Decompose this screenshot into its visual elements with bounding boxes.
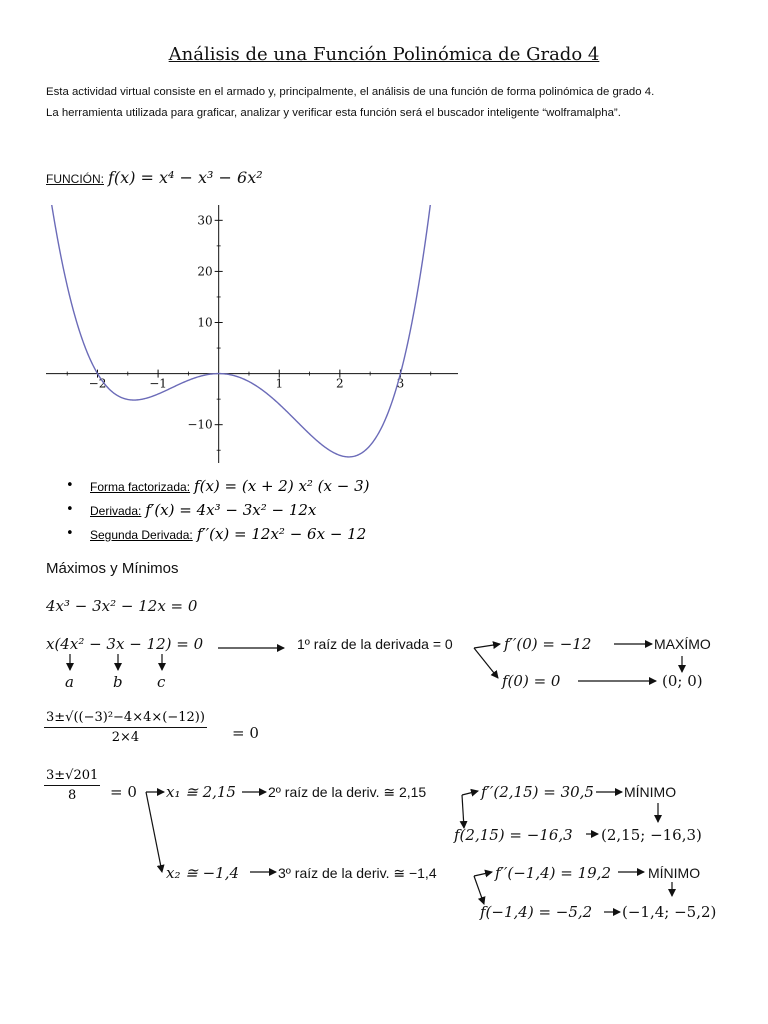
arrow-to-root2-second [462,791,478,795]
root3-point: (−1,4; −5,2) [622,903,717,921]
root1-point: (0; 0) [662,672,703,690]
arrow-to-root2-value [462,795,464,828]
root-x1: x₁ ≅ 2,15 [166,783,236,801]
root2-text: 2º raíz de la deriv. ≅ 2,15 [268,784,427,800]
second-derivative-expression: f′′(x) = 12x² − 6x − 12 [196,525,367,543]
y-tick-label: 20 [197,264,213,279]
x-tick-label: −2 [88,376,107,391]
function-label: FUNCIÓN: [46,172,104,186]
coefficient-a: a [65,673,74,691]
intro-line-2: La herramienta utilizada para graficar, analizar y verificar esta función será el buscador inteligente “wolframalpha”. [46,107,621,119]
arrow-to-root3-value [474,876,484,904]
arrow-to-x2 [146,792,162,872]
coefficient-b: b [113,673,123,691]
quadratic-denominator: 2×4 [111,730,140,745]
root1-type: MAXÍMO [654,636,711,652]
x-tick-label: 3 [396,376,405,391]
function-expression: f(x) = x⁴ − x³ − 6x² [108,168,263,187]
root2-second-derivative: f′′(2,15) = 30,5 [481,783,594,801]
root1-value: f(0) = 0 [502,672,561,690]
derivative-expression: f′(x) = 4x³ − 3x² − 12x [145,501,317,519]
quadratic-equals: = 0 [232,724,259,742]
root3-value: f(−1,4) = −5,2 [480,903,593,921]
simplified-numerator: 3±√201 [44,768,100,786]
coefficient-c: c [157,673,166,691]
intro-line-1: Esta actividad virtual consiste en el armado y, principalmente, el análisis de una función de forma polinómica de grado 4. [46,86,655,98]
quadratic-numerator: 3±√((−3)²−4×4×(−12)) [44,710,207,728]
derivative-label: Derivada: [90,504,142,518]
arrow-to-root3-second [474,872,492,876]
section-heading: Máximos y Mínimos [46,560,179,577]
root3-type: MÍNIMO [648,865,701,881]
root-x2: x₂ ≅ −1,4 [166,864,240,882]
simplified-denominator: 8 [67,788,77,803]
factorized-expression: f(x) = (x + 2) x² (x − 3) [194,477,370,495]
root1-second-derivative: f′′(0) = −12 [504,635,592,653]
arrow-to-root1-second [474,644,500,648]
root2-point: (2,15; −16,3) [601,826,702,844]
simplified-formula [44,768,100,803]
x-tick-label: 1 [275,376,284,391]
page-title: Análisis de una Función Polinómica de Grado 4 [168,44,600,65]
arrow-to-root1-value [474,648,498,678]
root1-text: 1º raíz de la derivada = 0 [297,636,453,652]
equation-factored: x(4x² − 3x − 12) = 0 [46,635,204,653]
root2-value: f(2,15) = −16,3 [454,826,573,844]
y-tick-label: 10 [197,315,213,330]
factorized-label: Forma factorizada: [90,480,191,494]
root3-text: 3º raíz de la deriv. ≅ −1,4 [278,865,437,881]
quadratic-formula [44,710,207,745]
y-tick-label: 30 [197,213,213,228]
x-tick-label: −1 [149,376,167,391]
equation-derivative-zero: 4x³ − 3x² − 12x = 0 [46,597,198,615]
y-tick-label: −10 [187,417,213,432]
root3-second-derivative: f′′(−1,4) = 19,2 [495,864,611,882]
root2-type: MÍNIMO [624,784,677,800]
second-derivative-label: Segunda Derivada: [90,528,193,542]
x-tick-label: 2 [336,376,344,391]
simplified-equals: = 0 [110,783,137,801]
